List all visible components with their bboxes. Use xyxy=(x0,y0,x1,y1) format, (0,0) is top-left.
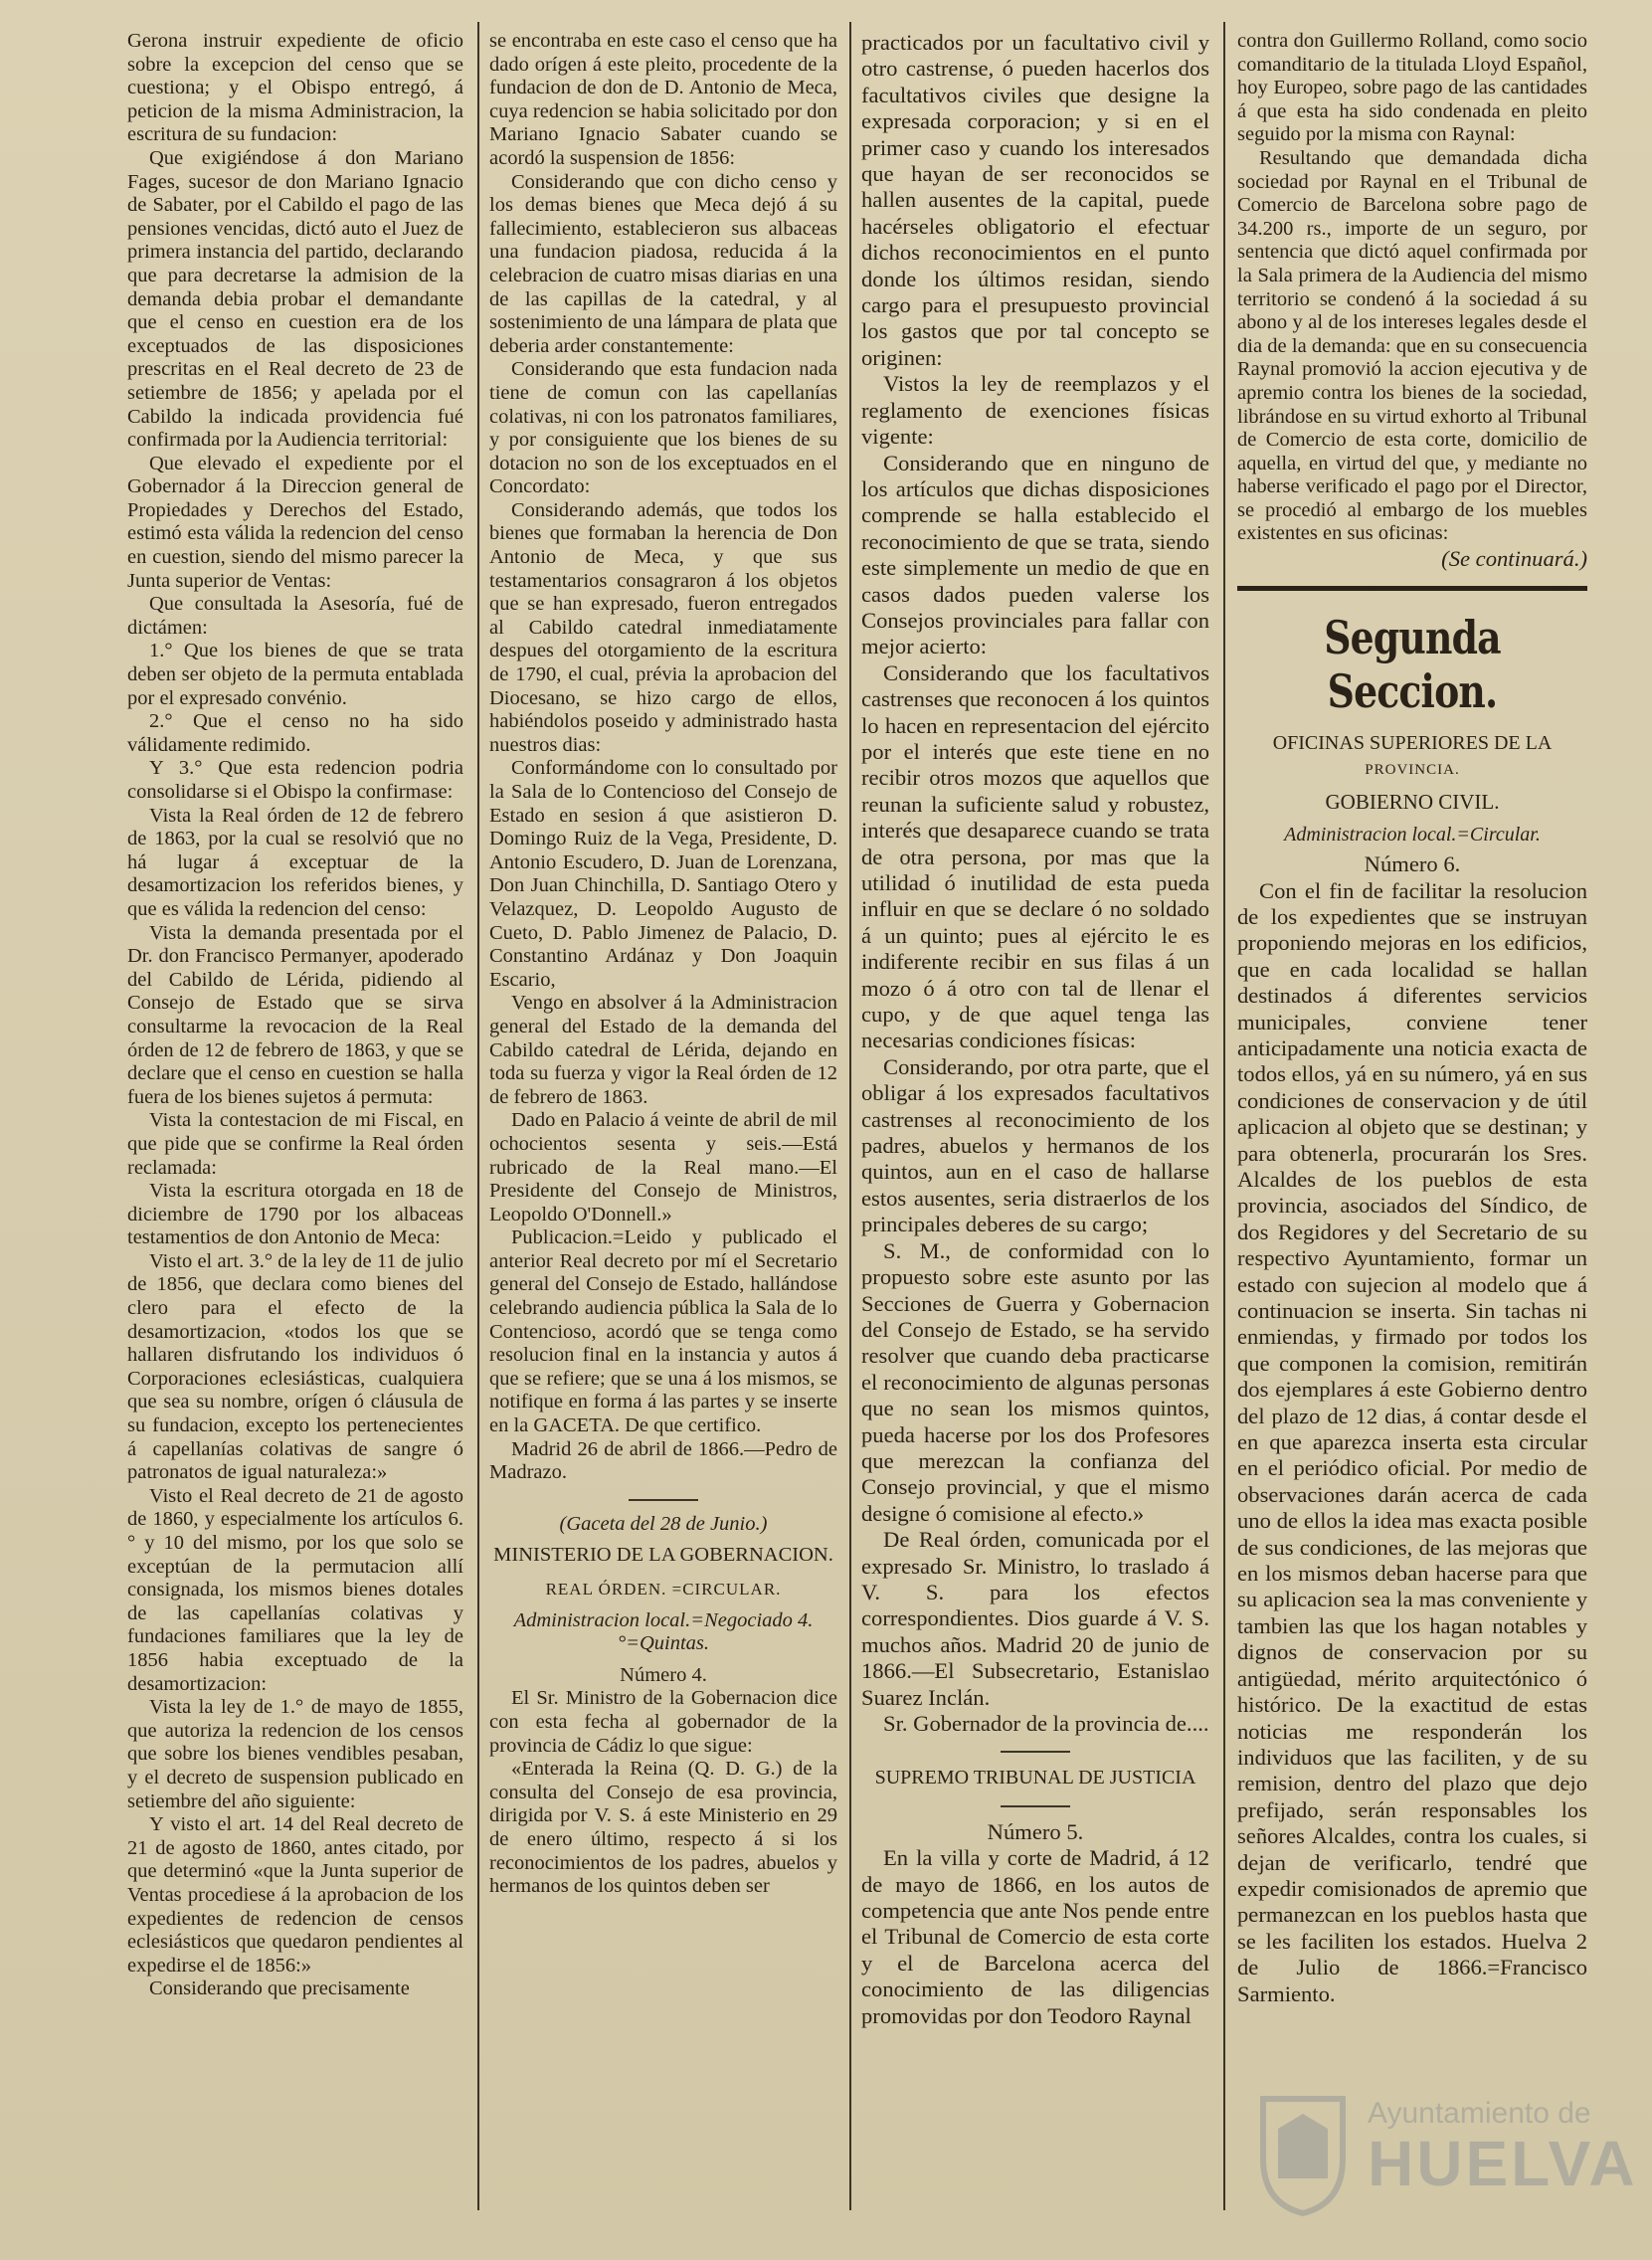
paragraph: Madrid 26 de abril de 1866.—Pedro de Madrazo. xyxy=(489,1437,837,1484)
paragraph: Vistos la ley de reemplazos y el reglamento de exenciones físicas vigente: xyxy=(861,371,1209,450)
paragraph: En la villa y corte de Madrid, á 12 de mayo de 1866, en los autos de competencia que ante Nos pende entre el Tribunal de Comercio de esta corte y el de Barcelona acerca del conocimiento de las diligencias promovidas por don Teodoro Raynal xyxy=(861,1845,1209,2028)
column-1 xyxy=(127,30,463,2200)
column-2 xyxy=(489,30,837,2200)
paragraph: Gerona instruir expediente de oficio sobre la excepcion del censo que se cuestiona; y el Obispo entregó, á peticion de la misma Administracion, la escritura de su fundacion: xyxy=(127,30,463,146)
paragraph: Considerando, por otra parte, que el obligar á los expresados facultativos castrenses al reconocimiento de los padres, abuelos y hermanos de los quintos, aun en el caso de hallarse estos ausentes, seria distraerlos de los principales deberes de su cargo; xyxy=(861,1053,1209,1237)
paragraph: Resultando que demandada dicha sociedad por Raynal en el Tribunal de Comercio de Barcelona sobre pago de 34.200 rs., importe de un seguro, por sentencia que dictó aquel confirmada por la Sala primera de la Audiencia del mismo territorio se condenó á la sociedad á su abono y al de los intereses legales desde el dia de la demanda: que en su consecuencia Raynal promovió la accion ejecutiva y de apremio contra los bienes de la sociedad, librándose en su virtud exhorto al Tribunal de Comercio de esta corte, domicilio de aquella, en virtud del que, y mediante no haberse verificado el pago por el Director, se procedió al embargo de los muebles existentes en sus oficinas: xyxy=(1237,146,1587,545)
paragraph: Considerando que esta fundacion nada tiene de comun con las capellanías colativas, ni con los patronatos familiares, y por consiguiente que los bienes de su dotacion no son de los exceptuados en el Concordato: xyxy=(489,358,837,498)
section-divider xyxy=(1237,586,1587,591)
paragraph: Y visto el art. 14 del Real decreto de 21 de agosto de 1860, antes citado, por que determinó «que la Junta superior de Ventas procediese á la aprobacion de los expedientes de redencion de censos eclesiásticos que quedaron pendientes al expedirse el de 1856:» xyxy=(127,1813,463,1977)
watermark-line-2: HUELVA xyxy=(1368,2128,1638,2199)
separator xyxy=(629,1499,698,1501)
watermark-logo xyxy=(1253,2089,1638,2238)
paragraph: Considerando que con dicho censo y los demas bienes que Meca dejó á su fallecimiento, establecieron sus albaceas una fundacion piadosa, reducida á la celebracion de cuatro misas diarias en una de las capillas de la catedral, y al sostenimiento de una lámpara de plata que deberia arder constantemente: xyxy=(489,170,837,357)
section-title: Segunda Seccion. xyxy=(1324,611,1501,719)
paragraph: contra don Guillermo Rolland, como socio comanditario de la titulada Lloyd Español, hoy Europeo, sobre pago de las cantidades á que esta ha sido condenada en pleito seguido por la misma con Raynal: xyxy=(1237,30,1587,146)
paragraph: De Real órden, comunicada por el expresado Sr. Ministro, lo traslado á V. S. para los efectos correspondientes. Dios guarde á V. S. muchos años. Madrid 20 de junio de 1866.—El Subsecretario, Estanislao Suarez Inclán. xyxy=(861,1527,1209,1710)
paragraph: Dado en Palacio á veinte de abril de mil ochocientos sesenta y seis.—Está rubricado de la Real mano.—El Presidente del Consejo de Ministros, Leopoldo O'Donnell.» xyxy=(489,1109,837,1225)
continued-note: (Se continuará.) xyxy=(1441,546,1587,572)
paragraph: se encontraba en este caso el censo que ha dado orígen á este pleito, procedente de la fundacion de don de D. Antonio de Meca, cuya redencion se habia solicitado por don Mariano Ignacio Sabater cuando se acordó la suspension de 1856: xyxy=(489,30,837,169)
column-rule xyxy=(1223,22,1225,2210)
paragraph: Vista la demanda presentada por el Dr. don Francisco Permanyer, apoderado del Cabildo de Lérida, pidiendo al Consejo de Estado que se sirva consultarme la revocacion de la Real órden de 12 de febrero de 1863, y que se declare que el censo en cuestion se halla fuera de los bienes sujetos á permuta: xyxy=(127,921,463,1108)
paragraph: Vista la ley de 1.° de mayo de 1855, que autoriza la redencion de los censos que sobre los bienes vendibles pesaban, y el decreto de suspension publicado en setiembre del año siguiente: xyxy=(127,1696,463,1812)
paragraph: El Sr. Ministro de la Gobernacion dice con esta fecha al gobernador de la provincia de Cádiz lo que sigue: xyxy=(489,1687,837,1757)
ministry-heading: MINISTERIO DE LA GOBERNACION. xyxy=(493,1544,833,1567)
numero-heading: Número 4. xyxy=(620,1663,707,1686)
oficinas-heading: OFICINAS SUPERIORES DE LA xyxy=(1272,732,1553,755)
numero-heading: Número 5. xyxy=(987,1818,1084,1844)
watermark-line-1: Ayuntamiento de xyxy=(1368,2097,1591,2130)
paragraph: Visto el art. 3.° de la ley de 11 de julio de 1856, que declara como bienes del clero para el efecto de la desamortizacion, «todos los que se hallaren disfrutando los individuos ó Corporaciones eclesiásticas, cualquiera que sea su nombre, orígen ó cláusula de su fundacion, excepto los pertenecientes á capellanías colativas de sangre ó patronatos de igual naturaleza:» xyxy=(127,1249,463,1484)
paragraph: S. M., de conformidad con lo propuesto sobre este asunto por las Secciones de Guerra y Gobernacion del Consejo de Estado, se ha servido resolver que cuando deba practicarse el reconocimiento de algunas personas que no sean los mismos quintos, pueda hacerse por los dos Profesores que merezcan la confianza del Consejo provincial, y que el mismo designe ó comisione al efecto.» xyxy=(861,1237,1209,1526)
admin-heading: Administracion local.=Negociado 4.°=Quintas. xyxy=(513,1608,814,1655)
paragraph: Considerando además, que todos los bienes que formaban la herencia de Don Antonio de Meca, y que sus testamentarios consagraron á los objetos que se han expresado, fueron entregados al Cabildo catedral inmediatamente despues del otorgamiento de la escritura de 1790, el cual, prévia la aprobacion del Diocesano, se hizo cargo de ellos, habiéndolos poseido y administrado hasta nuestros dias: xyxy=(489,498,837,756)
separator xyxy=(1001,1805,1070,1807)
column-rule xyxy=(849,22,851,2210)
paragraph: Considerando que precisamente xyxy=(149,1978,410,2000)
separator xyxy=(1001,1751,1070,1753)
paragraph: Que exigiéndose á don Mariano Fages, sucesor de don Mariano Ignacio de Sabater, por el Cabildo el pago de las pensiones vencidas, dictó auto el Juez de primera instancia del partido, declarando que para decretarse la admision de la demanda debia probar el demandante que el censo en cuestion era de los exceptuados de las disposiciones prescritas en el Real decreto de 23 de setiembre de 1856; y apelada por el Cabildo la indicada providencia fué confirmada por la Audiencia territorial: xyxy=(127,146,463,452)
provincia-heading: PROVINCIA. xyxy=(1365,761,1460,778)
crest-icon xyxy=(1253,2089,1353,2218)
numero-heading: Número 6. xyxy=(1364,851,1461,877)
tribunal-heading: SUPREMO TRIBUNAL DE JUSTICIA xyxy=(874,1767,1196,1789)
paragraph: Vista la Real órden de 12 de febrero de 1863, por la cual se resolvió que no há lugar á exceptuar de la desamortizacion los referidos bienes, y que es válida la redencion del censo: xyxy=(127,804,463,920)
gaceta-date: (Gaceta del 28 de Junio.) xyxy=(559,1512,768,1535)
paragraph: «Enterada la Reina (Q. D. G.) de la consulta del Consejo de esa provincia, dirigida por V. S. á este Ministerio en 29 de enero último, respecto á si los reconocimientos de los padres, abuelos y hermanos de los quintos deben ser xyxy=(489,1758,837,1898)
paragraph: practicados por un facultativo civil y otro castrense, ó pueden hacerlos dos facultativos civiles que designe la expresada corporacion; y si en el primer caso y cuando los interesados que hayan de ser reconocidos se hallen ausentes de la capital, puede hacérseles obligatorio el efectuar dichos reconocimientos en el punto donde los últimos residan, siendo cargo para el presupuesto provincial los gastos que por tal concepto se originen: xyxy=(861,30,1209,370)
admin-heading: Administracion local.=Circular. xyxy=(1284,823,1541,846)
paragraph: Considerando que en ninguno de los artículos que dichas disposiciones comprende se halla establecido el reconocimiento de que se trata, siendo este simplemente un medio de que en casos dados pueden valerse los Consejos provinciales para fallar con mejor acierto: xyxy=(861,450,1209,659)
paragraph: Vista la contestacion de mi Fiscal, en que pide que se confirme la Real órden reclamada: xyxy=(127,1109,463,1179)
gobierno-heading: GOBIERNO CIVIL. xyxy=(1325,790,1500,815)
paragraph: Con el fin de facilitar la resolucion de los expedientes que se instruyan proponiendo mejoras en los edificios, que en cada localidad se hallan destinados á diferentes servicios municipales, conviene tener anticipadamente una noticia exacta de todos ellos, yá en su número, yá en sus condiciones de conservacion y de útil aplicacion al objeto que se destinan; y para obtenerla, procurarán los Sres. Alcaldes de los pueblos de esta provincia, asociados del Síndico, de dos Regidores y del Secretario de su respectivo Ayuntamiento, formar un estado con sujecion al modelo que á continuacion se inserta. Sin tachas ni enmiendas, y firmado por todos los que componen la comision, remitirán dos ejemplares á este Gobierno dentro del plazo de 12 dias, á contar desde el en que aparezca inserta esta circular en el periódico oficial. Por medio de observaciones darán acerca de cada uno de ellos la idea mas exacta posible de sus condiciones, de las mejoras que en los mismos deban hacerse para que su aplicacion sea la mas conveniente y tambien las que los hagan notables y dignos de conservacion por su antigüedad, mérito arquitectónico ó histórico. De la exactitud de estas noticias me responderán los individuos que las faciliten, y de su remision, dentro del plazo que dejo prefijado, serán responsables los señores Alcaldes, contra los cuales, si dejan de verificarlo, tendré que expedir comisionados de apremio que permanezcan en los pueblos hasta que se les faciliten los estados. Huelva 2 de Julio de 1866.=Francisco Sarmiento. xyxy=(1237,877,1587,2006)
paragraph: Sr. Gobernador de la provincia de.... xyxy=(883,1711,1209,1736)
column-3 xyxy=(861,30,1209,2200)
paragraph: Que elevado el expediente por el Gobernador á la Direccion general de Propiedades y Derechos del Estado, estimó esta válida la redencion del censo en cuestion, siendo del mismo parecer la Junta superior de Ventas: xyxy=(127,452,463,592)
paragraph: 2.° Que el censo no ha sido válidamente redimido. xyxy=(127,710,463,756)
paragraph: Publicacion.=Leido y publicado el anterior Real decreto por mí el Secretario general del Consejo de Estado, hallándose celebrando audiencia pública la Sala de lo Contencioso, acordó que se tenga como resolucion final en la instancia y autos á que se refiere; que se una á los mismos, se notifique en forma á las partes y se inserte en la GACETA. De que certifico. xyxy=(489,1226,837,1437)
paragraph: Conformándome con lo consultado por la Sala de lo Contencioso del Consejo de Estado en sesion á que asistieron D. Domingo Ruiz de la Vega, Presidente, D. Antonio Escudero, D. Juan de Lorenzana, Don Juan Chinchilla, D. Santiago Otero y Velazquez, D. Leopoldo Augusto de Cueto, D. Pablo Jimenez de Palacio, D. Constantino Ardánaz y Don Joaquin Escario, xyxy=(489,757,837,991)
paragraph: Que consultada la Asesoría, fué de dictámen: xyxy=(127,593,463,639)
paragraph: Considerando que los facultativos castrenses que reconocen á los quintos lo hacen en representacion del ejército por el interés que este tiene en no recibir otros mozos que aquellos que reunan la suficiente salud y robustez, interés que desaparece cuando se trata de otra persona, por mas que la utilidad ó inutilidad de esta pueda influir en que se declare ó no soldado á un quinto; pues al ejército le es indiferente recibir en sus filas á un mozo ó á otro con tal de llenar el cupo, y de que aquel tenga las necesarias condiciones físicas: xyxy=(861,659,1209,1053)
paragraph: Y 3.° Que esta redencion podria consolidarse si el Obispo la confirmase: xyxy=(127,757,463,803)
paragraph: Vengo en absolver á la Administracion general del Estado de la demanda del Cabildo catedral de Lérida, dejando en toda su fuerza y vigor la Real órden de 12 de febrero de 1863. xyxy=(489,992,837,1108)
paragraph: Vista la escritura otorgada en 18 de diciembre de 1790 por los albaceas testamentios de don Antonio de Meca: xyxy=(127,1180,463,1249)
real-orden-heading: REAL ÓRDEN. =CIRCULAR. xyxy=(545,1580,782,1599)
paragraph: 1.° Que los bienes de que se trata deben ser objeto de la permuta entablada por el expresado convénio. xyxy=(127,640,463,709)
paragraph: Visto el Real decreto de 21 de agosto de 1860, y especialmente los artículos 6.° y 10 del mismo, por los que solo se exceptúan de la permutacion allí consignada, los mismos bienes dotales de las capellanías colativas y fundaciones familiares que la ley de 1856 habia exceptuado de la desamortizacion: xyxy=(127,1484,463,1695)
column-4 xyxy=(1237,30,1587,2200)
column-rule xyxy=(477,22,479,2210)
